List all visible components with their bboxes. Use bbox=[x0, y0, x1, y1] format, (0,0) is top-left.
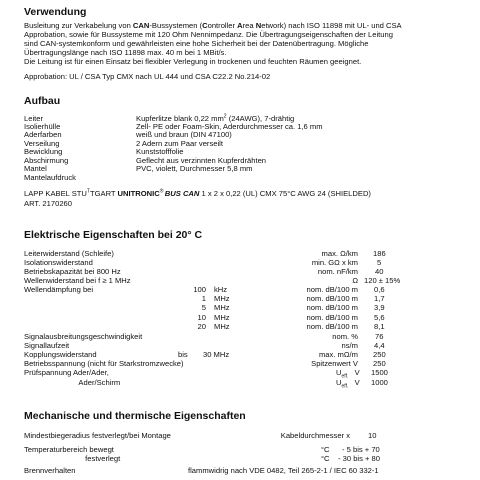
mechanical-value: - 30 bis + 80 bbox=[338, 454, 381, 463]
mechanical-label: Brennverhalten bbox=[24, 466, 76, 475]
electrical-unit: Spitzenwert V bbox=[311, 359, 358, 368]
structure-label: Abschirmung bbox=[24, 156, 69, 165]
electrical-unit: Ω bbox=[352, 276, 358, 285]
structure-label: Bewicklung bbox=[24, 147, 63, 156]
electrical-value: 76 bbox=[375, 332, 384, 341]
structure-label: Verseilung bbox=[24, 139, 60, 148]
electrical-unit: max. Ω/km bbox=[321, 249, 358, 258]
structure-value: Kunststofffolie bbox=[136, 147, 184, 156]
mechanical-label: festverlegt bbox=[24, 454, 121, 463]
electrical-unit: nom. nF/km bbox=[317, 267, 358, 276]
frequency-unit: 30 MHz bbox=[203, 350, 230, 359]
mechanical-value: 10 bbox=[368, 431, 377, 440]
electrical-value: 4,4 bbox=[374, 341, 385, 350]
structure-value: Zell- PE oder Foam-Skin, Aderdurchmesser ca. 1,6 mm bbox=[136, 122, 323, 131]
electrical-unit: nom. dB/100 m bbox=[306, 313, 358, 322]
electrical-unit: nom. dB/100 m bbox=[306, 303, 358, 312]
mechanical-unit: °C bbox=[321, 454, 330, 463]
electrical-value: 186 bbox=[373, 249, 386, 258]
electrical-heading: Elektrische Eigenschaften bei 20° C bbox=[24, 229, 203, 241]
structure-value: Kupferlitze blank 0,22 $mm^2$ (24AWG), 7-drähtig bbox=[136, 113, 295, 123]
electrical-value: 120 ± 15% bbox=[364, 276, 401, 285]
electrical-value: 250 bbox=[373, 359, 386, 368]
electrical-label: Wellendämpfung bei bbox=[24, 285, 94, 294]
frequency-value: 10 bbox=[197, 313, 206, 322]
electrical-value: 3,9 bbox=[374, 303, 385, 312]
electrical-label: Signallaufzeit bbox=[24, 341, 70, 350]
electrical-label: Prüfspannung Ader/Ader, bbox=[24, 368, 109, 377]
frequency-value: 100 bbox=[193, 285, 206, 294]
usage-line-5: Die Leitung ist für einen Einsatz bei flexibler Verlegung in trockenen und feuchten Räumen geeignet. bbox=[24, 57, 362, 66]
cable-print-line: LAPP KABEL $STU^TTGART$ UNITRONIC® BUS CAN 1 x 2 x 0,22 (UL) CMX 75°C AWG 24 (SHIELDED) bbox=[24, 188, 371, 198]
electrical-label: Ader/Schirm bbox=[24, 378, 121, 387]
mechanical-heading: Mechanische und thermische Eigenschaften bbox=[24, 410, 246, 422]
electrical-unit: nom. dB/100 m bbox=[306, 294, 358, 303]
frequency-unit: kHz bbox=[214, 285, 228, 294]
electrical-label: Kopplungswiderstand bbox=[24, 350, 97, 359]
frequency-value: 1 bbox=[201, 294, 206, 303]
mechanical-unit: Kabeldurchmesser x bbox=[280, 431, 350, 440]
structure-label: Aderfarben bbox=[24, 130, 62, 139]
electrical-label: Leiterwiderstand (Schleife) bbox=[24, 249, 114, 258]
electrical-value: 5 bbox=[377, 258, 382, 267]
mechanical-value: - 5 bis + 70 bbox=[342, 445, 380, 454]
electrical-label: Wellenwiderstand bei f ≥ 1 MHz bbox=[24, 276, 131, 285]
frequency-value: bis bbox=[178, 350, 188, 359]
electrical-value: 8,1 bbox=[374, 322, 385, 331]
usage-line-4: Übertragungslänge nach ISO 11898 max. 40 m bei 1 MBit/s. bbox=[24, 48, 227, 57]
electrical-value: 1000 bbox=[371, 378, 388, 387]
electrical-unit: $U_{eff.}$ V bbox=[336, 378, 360, 390]
electrical-value: 40 bbox=[375, 267, 384, 276]
electrical-unit: nom. dB/100 m bbox=[306, 285, 358, 294]
structure-value: PVC, violett, Durchmesser 5,8 mm bbox=[136, 164, 253, 173]
structure-label: Leiter bbox=[24, 114, 43, 123]
approval-line: Approbation: UL / CSA Typ CMX nach UL 444 und CSA C22.2 No.214-02 bbox=[24, 72, 271, 81]
electrical-value: 1500 bbox=[371, 368, 388, 377]
electrical-unit: min. GΩ x km bbox=[311, 258, 358, 267]
electrical-value: 250 bbox=[373, 350, 386, 359]
electrical-unit: max. mΩ/m bbox=[318, 350, 358, 359]
electrical-unit: $U_{eff.}$ V bbox=[336, 368, 360, 380]
electrical-label: Signalausbreitungsgeschwindigkeit bbox=[24, 332, 143, 341]
usage-line-3: sind CAN-systemkonform und gewährleisten eine hohe Sicherheit bei der Datenübertragung. Mögliche bbox=[24, 39, 369, 48]
frequency-value: 20 bbox=[197, 322, 206, 331]
article-number: ART. 2170260 bbox=[24, 199, 72, 208]
electrical-label: Betriebskapazität bei 800 Hz bbox=[24, 267, 121, 276]
structure-label: Mantel bbox=[24, 164, 47, 173]
structure-value: 2 Adern zum Paar verseilt bbox=[136, 139, 223, 148]
electrical-label: Betriebsspannung (nicht für Starkstromzwecke) bbox=[24, 359, 184, 368]
structure-value: weiß und braun (DIN 47100) bbox=[136, 130, 232, 139]
electrical-value: 5,6 bbox=[374, 313, 385, 322]
electrical-unit: nom. % bbox=[332, 332, 358, 341]
usage-line-2: Approbation, sowie für Bussysteme mit 120 Ohm Nennimpedanz. Die Übertragungseigenschaften der Leitung bbox=[24, 30, 393, 39]
usage-line-1: Busleitung zur Verkabelung von CAN-Bussystemen (Controller Area Network) nach ISO 11898 mit UL- und CSA bbox=[24, 21, 402, 30]
frequency-unit: MHz bbox=[214, 322, 230, 331]
electrical-unit: ns/m bbox=[341, 341, 358, 350]
frequency-unit: MHz bbox=[214, 303, 230, 312]
mechanical-unit: flammwidrig nach VDE 0482, Teil 265-2-1 / IEC 60 332-1 bbox=[188, 466, 379, 475]
electrical-unit: nom. dB/100 m bbox=[306, 322, 358, 331]
mechanical-unit: °C bbox=[321, 445, 330, 454]
structure-heading: Aufbau bbox=[24, 95, 61, 107]
frequency-unit: MHz bbox=[214, 313, 230, 322]
electrical-value: 1,7 bbox=[374, 294, 385, 303]
frequency-value: 5 bbox=[201, 303, 206, 312]
structure-label: Mantelaufdruck bbox=[24, 173, 76, 182]
mechanical-label: Temperaturbereich bewegt bbox=[24, 445, 114, 454]
electrical-value: 0,6 bbox=[374, 285, 385, 294]
frequency-unit: MHz bbox=[214, 294, 230, 303]
structure-value: Geflecht aus verzinnten Kupferdrähten bbox=[136, 156, 267, 165]
structure-label: Isolierhülle bbox=[24, 122, 61, 131]
electrical-label: Isolationswiderstand bbox=[24, 258, 93, 267]
usage-heading: Verwendung bbox=[24, 6, 87, 18]
mechanical-label: Mindestbiegeradius festverlegt/bei Montage bbox=[24, 431, 171, 440]
